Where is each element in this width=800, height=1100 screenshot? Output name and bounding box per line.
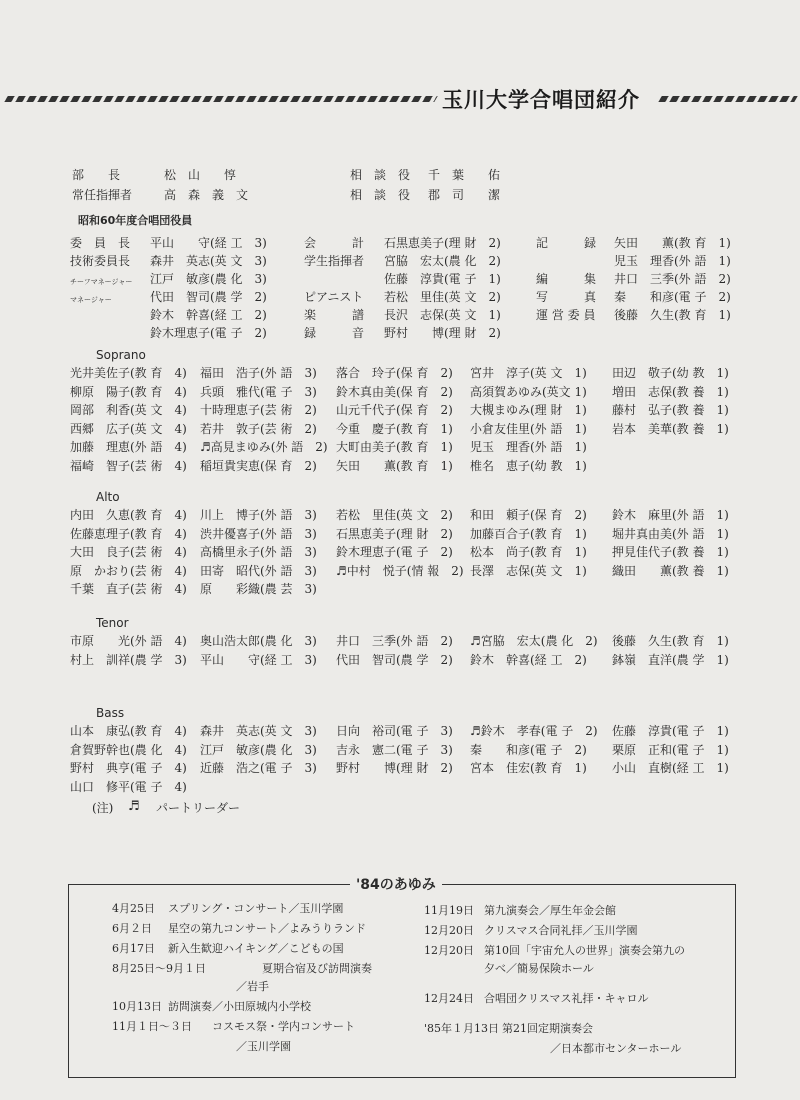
- member-entry: 井口 三季(外 語 2): [336, 634, 453, 648]
- member-entry: 堀井真由美(外 語 1): [612, 526, 729, 541]
- staff-name: 松 山 惇: [164, 168, 237, 182]
- member-entry: 増田 志保(教 養 1): [612, 384, 729, 399]
- officer-role: 記 録: [536, 236, 597, 250]
- officer-role: 委 員 長: [70, 236, 131, 250]
- section-heading: Soprano: [96, 348, 146, 362]
- member-entry: ♬鈴木 孝春(電 子 2): [470, 724, 598, 738]
- officer-name: 宮脇 宏太(農 化 2): [384, 254, 501, 268]
- member-entry: 石黒恵美子(理 財 2): [336, 526, 453, 541]
- history-title: '84のあゆみ: [350, 874, 442, 894]
- member-entry: 小倉友佳里(外 語 1): [470, 421, 587, 436]
- officer-name: 江戸 敏彦(農 化 3): [150, 272, 267, 286]
- member-entry: 栗原 正和(電 子 1): [612, 742, 729, 757]
- staff-role: 常任指揮者: [72, 188, 133, 202]
- history-date: 6月２日: [112, 922, 152, 935]
- member-entry: 福田 浩子(外 語 3): [200, 366, 317, 380]
- officer-name: 佐藤 淳貴(電 子 1): [384, 272, 501, 286]
- history-event: コスモス祭・学内コンサート: [212, 1020, 355, 1033]
- history-event: ／岩手: [236, 980, 269, 993]
- history-date: 10月13日: [112, 1000, 162, 1013]
- member-entry: 岩本 美華(教 養 1): [612, 421, 729, 436]
- officer-name: 矢田 薫(教 育 1): [614, 236, 731, 250]
- officer-name: 鈴木理恵子(電 子 2): [150, 326, 267, 340]
- member-entry: 日向 裕司(電 子 3): [336, 724, 453, 738]
- member-entry: 矢田 薫(教 育 1): [336, 458, 453, 473]
- history-event: 第九演奏会／厚生年金会館: [484, 904, 616, 917]
- history-event: 合唱団クリスマス礼拝・キャロル: [484, 992, 649, 1005]
- officer-name: 代田 智司(農 学 2): [150, 290, 267, 304]
- member-entry: 鈴木 幹喜(経 工 2): [470, 652, 587, 667]
- history-date: 12月24日: [424, 992, 474, 1005]
- member-entry: 鈴木理恵子(電 子 2): [336, 545, 453, 559]
- member-entry: 倉賀野幹也(農 化 4): [70, 742, 187, 757]
- member-entry: 若井 敦子(芸 術 2): [200, 421, 317, 436]
- history-event: ／日本都市センターホール: [550, 1042, 682, 1055]
- officer-name: 児玉 理香(外 語 1): [614, 254, 731, 268]
- history-date: 11月19日: [424, 904, 474, 917]
- part-leader-icon: ♬: [128, 799, 140, 814]
- member-entry: 近藤 浩之(電 子 3): [200, 761, 317, 775]
- member-entry: 佐藤恵理子(教 育 4): [70, 526, 187, 541]
- history-event: 星空の第九コンサート／よみうりランド: [168, 922, 366, 935]
- member-entry: 西郷 広子(英 文 4): [70, 421, 187, 436]
- member-entry: 野村 博(理 財 2): [336, 761, 453, 775]
- section-heading: Tenor: [96, 616, 129, 630]
- officer-role: 写 真: [536, 290, 597, 304]
- officer-role: 運 営 委 員: [536, 308, 596, 322]
- member-entry: 村上 訓祥(農 学 3): [70, 652, 187, 667]
- page-title: 玉川大学合唱団紹介: [442, 88, 640, 112]
- member-entry: 長澤 志保(英 文 1): [470, 563, 587, 578]
- history-date: 12月20日: [424, 924, 474, 937]
- member-entry: 落合 玲子(保 育 2): [336, 366, 453, 380]
- member-entry: 田寄 昭代(外 語 3): [200, 563, 317, 578]
- officer-role: ピアニスト: [304, 290, 364, 304]
- member-entry: 平山 守(経 工 3): [200, 652, 317, 667]
- staff-role: 相 談 役: [350, 188, 411, 202]
- member-entry: 吉永 憲二(電 子 3): [336, 742, 453, 757]
- member-entry: 江戸 敏彦(農 化 3): [200, 742, 317, 757]
- member-entry: ♬高見まゆみ(外 語 2): [200, 440, 328, 454]
- officer-role: 編 集: [536, 272, 597, 286]
- officer-name: 若松 里佳(英 文 2): [384, 290, 501, 304]
- member-entry: 佐藤 淳貴(電 子 1): [612, 724, 729, 738]
- history-event: 新入生歓迎ハイキング／こどもの国: [168, 942, 344, 955]
- member-entry: ♬中村 悦子(情 報 2): [336, 563, 464, 578]
- officer-role: 技術委員長: [70, 254, 131, 268]
- member-entry: 鈴木真由美(保 育 2): [336, 384, 453, 399]
- officer-name: 井口 三季(外 語 2): [614, 272, 731, 286]
- history-date: 4月25日: [112, 902, 155, 915]
- history-date: 12月20日: [424, 944, 474, 957]
- member-entry: 市原 光(外 語 4): [70, 634, 187, 648]
- member-entry: 兵頭 雅代(電 子 3): [200, 384, 317, 399]
- staff-name: 千 葉 佑: [428, 168, 501, 182]
- member-entry: 光井美佐子(教 育 4): [70, 366, 187, 380]
- member-entry: 山元千代子(保 育 2): [336, 403, 453, 417]
- history-event: クリスマス合同礼拝／玉川学園: [484, 924, 638, 937]
- note-text: パートリーダー: [156, 801, 241, 815]
- member-entry: 椎名 恵子(幼 教 1): [470, 458, 587, 473]
- member-entry: 藤村 弘子(教 養 1): [612, 403, 729, 417]
- member-entry: 織田 薫(教 養 1): [612, 563, 729, 578]
- history-date: '85年１月13日: [424, 1022, 500, 1035]
- section-heading: Alto: [96, 490, 120, 504]
- member-entry: 柳原 陽子(教 育 4): [70, 384, 187, 399]
- member-entry: 児玉 理香(外 語 1): [470, 440, 587, 454]
- officer-name: 長沢 志保(英 文 1): [384, 308, 501, 322]
- history-date: 6月17日: [112, 942, 155, 955]
- history-event: スプリング・コンサート／玉川学園: [168, 902, 344, 915]
- member-entry: 代田 智司(農 学 2): [336, 652, 453, 667]
- officer-name: 鈴木 幹喜(経 工 2): [150, 308, 267, 322]
- member-entry: ♬宮脇 宏太(農 化 2): [470, 634, 598, 648]
- officer-name: 石黒恵美子(理 財 2): [384, 236, 501, 250]
- staff-name: 高 森 義 文: [164, 188, 249, 202]
- member-entry: 和田 頼子(保 育 2): [470, 508, 587, 522]
- member-entry: 鈴木 麻里(外 語 1): [612, 508, 729, 522]
- member-entry: 福崎 智子(芸 術 4): [70, 458, 187, 473]
- header-dash-line-right: [658, 96, 797, 102]
- officer-role: 録 音: [304, 326, 365, 340]
- member-entry: 稲垣貴実恵(保 育 2): [200, 458, 317, 473]
- history-event: 夏期合宿及び訪問演奏: [262, 962, 372, 975]
- member-entry: 今重 慶子(教 育 1): [336, 421, 453, 436]
- member-entry: 奥山浩太郎(農 化 3): [200, 634, 317, 648]
- member-entry: 松本 尚子(教 育 1): [470, 545, 587, 559]
- officer-role: チーフマネージャー: [70, 278, 133, 286]
- member-entry: 宮井 淳子(英 文 1): [470, 366, 587, 380]
- member-entry: 森井 英志(英 文 3): [200, 724, 317, 738]
- section-heading: Bass: [96, 706, 125, 720]
- officer-name: 後藤 久生(教 育 1): [614, 308, 731, 322]
- member-entry: 押見佳代子(教 養 1): [612, 545, 729, 559]
- history-event: 夕べ／簡易保険ホール: [484, 962, 594, 975]
- member-entry: 小山 直樹(経 工 1): [612, 761, 729, 775]
- officer-name: 森井 英志(英 文 3): [150, 254, 267, 268]
- member-entry: 山本 康弘(教 育 4): [70, 724, 187, 738]
- member-entry: 後藤 久生(教 育 1): [612, 634, 729, 648]
- member-entry: 野村 典亨(電 子 4): [70, 761, 187, 775]
- member-entry: 大町由美子(教 育 1): [336, 440, 453, 454]
- header-dash-line: [4, 96, 437, 102]
- officer-role: 楽 譜: [304, 308, 365, 322]
- member-entry: 大槻まゆみ(理 財 1): [470, 403, 587, 417]
- member-entry: 原 彩織(農 芸 3): [200, 582, 317, 596]
- member-entry: 加藤 理恵(外 語 4): [70, 440, 187, 454]
- history-event: 第10回「宇宙允人の世界」演奏会第九の: [484, 944, 685, 957]
- officer-role: 学生指揮者: [304, 254, 365, 268]
- history-date: 11月１日～３日: [112, 1020, 192, 1033]
- history-event: ／玉川学園: [236, 1040, 291, 1053]
- note-label: (注): [92, 801, 114, 815]
- member-entry: 内田 久恵(教 育 4): [70, 508, 187, 522]
- member-entry: 川上 博子(外 語 3): [200, 508, 317, 522]
- member-entry: 田辺 敬子(幼 教 1): [612, 366, 729, 380]
- member-entry: 秦 和彦(電 子 2): [470, 742, 587, 757]
- member-entry: 若松 里佳(英 文 2): [336, 508, 453, 522]
- officer-name: 野村 博(理 財 2): [384, 326, 501, 340]
- officer-role: マネージャー: [70, 296, 112, 304]
- member-entry: 宮本 佳宏(教 育 1): [470, 761, 587, 775]
- member-entry: 千葉 直子(芸 術 4): [70, 582, 187, 596]
- member-entry: 大田 良子(芸 術 4): [70, 545, 187, 559]
- officers-heading: 昭和60年度合唱団役員: [78, 214, 193, 227]
- officer-name: 秦 和彦(電 子 2): [614, 290, 731, 304]
- member-entry: 高須賀あゆみ(英文 1): [470, 384, 587, 399]
- member-entry: 高橋里永子(外 語 3): [200, 545, 317, 559]
- history-date: 8月25日～9月１日: [112, 962, 206, 975]
- officer-name: 平山 守(経 工 3): [150, 236, 267, 250]
- member-entry: 鉢嶺 直洋(農 学 1): [612, 652, 729, 667]
- member-entry: 渋井優喜子(外 語 3): [200, 526, 317, 541]
- staff-role: 部 長: [72, 168, 121, 182]
- member-entry: 加藤百合子(教 育 1): [470, 526, 587, 541]
- staff-role: 相 談 役: [350, 168, 411, 182]
- history-event: 訪問演奏／小田原城内小学校: [168, 1000, 311, 1013]
- member-entry: 十時理恵子(芸 術 2): [200, 403, 317, 417]
- officer-role: 会 計: [304, 236, 365, 250]
- history-event: 第21回定期演奏会: [502, 1022, 593, 1035]
- member-entry: 岡部 利香(英 文 4): [70, 403, 187, 417]
- staff-name: 郡 司 潔: [428, 188, 501, 202]
- member-entry: 原 かおり(芸 術 4): [70, 563, 187, 578]
- member-entry: 山口 修平(電 子 4): [70, 779, 187, 794]
